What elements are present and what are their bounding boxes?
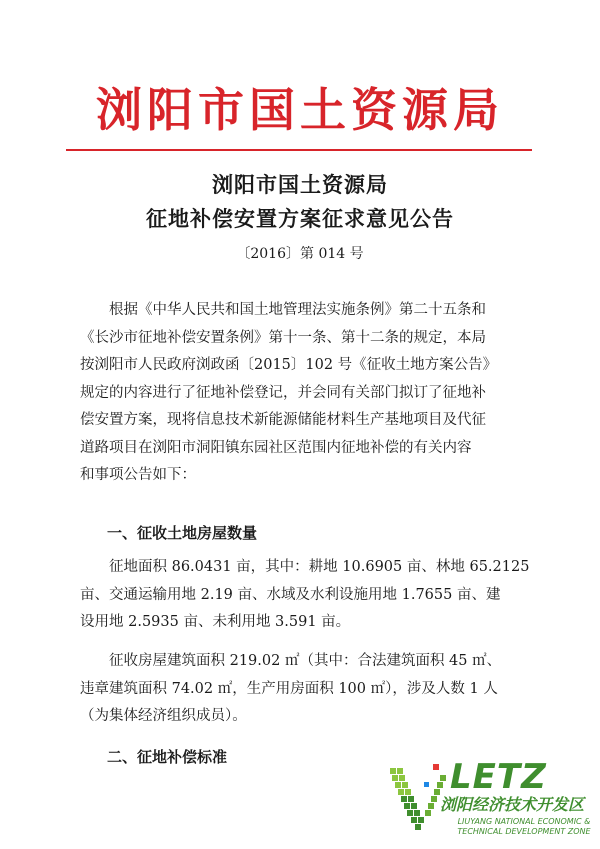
intro-line: 偿安置方案，现将信息技术新能源储能材料生产基地项目及代征 — [80, 412, 486, 428]
intro-line: 按浏阳市人民政府浏政函〔2015〕102 号《征收土地方案公告》 — [80, 357, 498, 373]
logo-brand: LETZ — [450, 757, 547, 797]
house-line: （为集体经济组织成员）。 — [80, 708, 247, 724]
house-line: 征收房屋建筑面积 219.02 ㎡（其中：合法建筑面积 45 ㎡、 — [109, 653, 502, 669]
land-area-paragraph — [80, 554, 550, 637]
issuer-title: 浏阳市国土资源局 — [212, 172, 388, 197]
letterhead-title: 浏阳市国土资源局 — [96, 83, 504, 137]
land-line: 亩、交通运输用地 2.19 亩、水域及水利设施用地 1.7655 亩、建 — [80, 586, 501, 603]
house-line: 违章建筑面积 74.02 ㎡，生产用房面积 100 ㎡），涉及人数 1 人 — [80, 680, 498, 697]
section-1-heading: 一、征收土地房屋数量 — [107, 524, 258, 542]
land-line: 征地面积 86.0431 亩，其中：耕地 10.6905 亩、林地 65.2125 — [109, 559, 530, 575]
letz-logo — [388, 758, 598, 848]
logo-english-name: LIUYANG NATIONAL ECONOMIC & TECHNICAL DEVELOPMENT ZONE — [457, 817, 591, 836]
land-line: 设用地 2.5935 亩、未利用地 3.591 亩。 — [80, 614, 351, 630]
intro-line: 《长沙市征地补偿安置条例》第十一条、第十二条的规定，本局 — [80, 329, 486, 346]
intro-line: 和事项公告如下： — [80, 467, 196, 483]
intro-line: 道路项目在浏阳市洞阳镇东园社区范围内征地补偿的有关内容 — [80, 439, 472, 456]
intro-line: 规定的内容进行了征地补偿登记，并会同有关部门拟订了征地补 — [80, 384, 486, 401]
notice-title: 征地补偿安置方案征求意见公告 — [146, 206, 454, 231]
intro-paragraph — [80, 297, 550, 490]
house-area-paragraph — [80, 648, 550, 731]
logo-chinese-name: 浏阳经济技术开发区 — [440, 795, 585, 814]
intro-line: 根据《中华人民共和国土地管理法实施条例》第二十五条和 — [109, 302, 486, 318]
green-v-pixel-mark-icon — [388, 760, 448, 838]
section-2-heading: 二、征地补偿标准 — [107, 748, 228, 766]
letterhead-rule — [66, 149, 532, 151]
document-number: 〔2016〕第 014 号 — [236, 246, 364, 262]
